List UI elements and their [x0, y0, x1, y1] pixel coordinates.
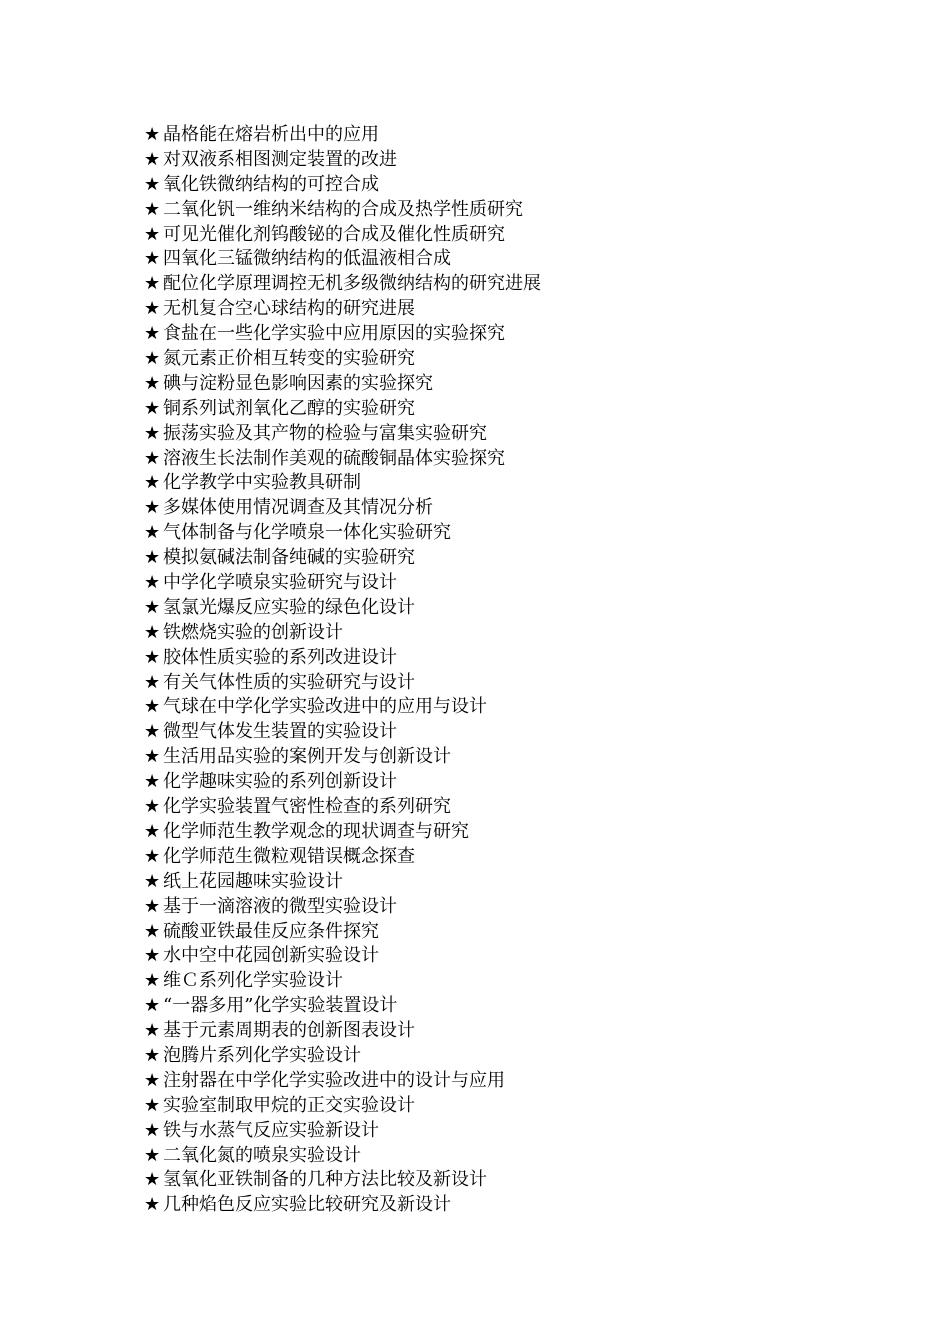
- topic-item: [144, 322, 541, 347]
- topic-item: [144, 198, 541, 223]
- topic-item: [144, 471, 541, 496]
- topic-text: 有关气体性质的实验研究与设计: [163, 671, 415, 693]
- topic-item: [144, 496, 541, 521]
- topic-text: 几种焰色反应实验比较研究及新设计: [163, 1194, 451, 1216]
- topic-text: 多媒体使用情况调查及其情况分析: [163, 497, 433, 519]
- star-bullet-icon: ★: [144, 547, 161, 569]
- topic-text: 四氧化三锰微纳结构的低温液相合成: [163, 248, 451, 270]
- star-bullet-icon: ★: [144, 845, 161, 867]
- topic-text: 基于一滴溶液的微型实验设计: [163, 895, 397, 917]
- star-bullet-icon: ★: [144, 995, 161, 1017]
- topic-text: 溶液生长法制作美观的硫酸铜晶体实验探究: [163, 447, 505, 469]
- star-bullet-icon: ★: [144, 696, 161, 718]
- topic-item: [144, 795, 541, 820]
- topic-item: [144, 695, 541, 720]
- topic-item: [144, 148, 541, 173]
- topic-text: 化学师范生微粒观错误概念探查: [163, 845, 415, 867]
- star-bullet-icon: ★: [144, 820, 161, 842]
- topic-text: 二氧化钒一维纳米结构的合成及热学性质研究: [163, 198, 523, 220]
- topic-text: 微型气体发生装置的实验设计: [163, 721, 397, 743]
- topic-text: 食盐在一些化学实验中应用原因的实验探究: [163, 323, 505, 345]
- topic-text: 硫酸亚铁最佳反应条件探究: [163, 920, 379, 942]
- star-bullet-icon: ★: [144, 970, 161, 992]
- star-bullet-icon: ★: [144, 721, 161, 743]
- topic-text: 氢氯光爆反应实验的绿色化设计: [163, 596, 415, 618]
- star-bullet-icon: ★: [144, 646, 161, 668]
- topic-text: 水中空中花园创新实验设计: [163, 945, 379, 967]
- star-bullet-icon: ★: [144, 895, 161, 917]
- topic-item: [144, 745, 541, 770]
- topic-text: 二氧化氮的喷泉实验设计: [163, 1144, 361, 1166]
- topic-text: 化学实验装置气密性检查的系列研究: [163, 796, 451, 818]
- topic-text: 维Ｃ系列化学实验设计: [163, 970, 343, 992]
- topic-text: 对双液系相图测定装置的改进: [163, 148, 397, 170]
- topic-item: [144, 1069, 541, 1094]
- topic-text: 碘与淀粉显色影响因素的实验探究: [163, 372, 433, 394]
- topic-list: [144, 123, 541, 1218]
- topic-text: 化学教学中实验教具研制: [163, 472, 361, 494]
- star-bullet-icon: ★: [144, 323, 161, 345]
- star-bullet-icon: ★: [144, 1069, 161, 1091]
- topic-item: [144, 123, 541, 148]
- topic-text: 铁燃烧实验的创新设计: [163, 621, 343, 643]
- star-bullet-icon: ★: [144, 198, 161, 220]
- topic-item: [144, 596, 541, 621]
- topic-text: 注射器在中学化学实验改进中的设计与应用: [163, 1069, 505, 1091]
- star-bullet-icon: ★: [144, 422, 161, 444]
- topic-item: [144, 1019, 541, 1044]
- topic-text: 铁与水蒸气反应实验新设计: [163, 1119, 379, 1141]
- star-bullet-icon: ★: [144, 796, 161, 818]
- star-bullet-icon: ★: [144, 572, 161, 594]
- star-bullet-icon: ★: [144, 124, 161, 145]
- topic-item: [144, 1168, 541, 1193]
- topic-text: 基于元素周期表的创新图表设计: [163, 1020, 415, 1042]
- topic-item: [144, 397, 541, 422]
- topic-text: 化学师范生教学观念的现状调查与研究: [163, 820, 469, 842]
- star-bullet-icon: ★: [144, 671, 161, 693]
- topic-item: [144, 969, 541, 994]
- topic-item: [144, 621, 541, 646]
- star-bullet-icon: ★: [144, 1094, 161, 1116]
- topic-item: [144, 1094, 541, 1119]
- star-bullet-icon: ★: [144, 248, 161, 270]
- topic-text: 氧化铁微纳结构的可控合成: [163, 173, 379, 195]
- topic-item: [144, 671, 541, 696]
- topic-item: [144, 820, 541, 845]
- topic-item: [144, 720, 541, 745]
- topic-item: [144, 272, 541, 297]
- topic-item: [144, 422, 541, 447]
- star-bullet-icon: ★: [144, 1020, 161, 1042]
- topic-item: [144, 994, 541, 1019]
- topic-text: 泡腾片系列化学实验设计: [163, 1044, 361, 1066]
- topic-text: “一器多用”化学实验装置设计: [163, 995, 398, 1017]
- star-bullet-icon: ★: [144, 1144, 161, 1166]
- topic-item: [144, 895, 541, 920]
- topic-text: 配位化学原理调控无机多级微纳结构的研究进展: [163, 273, 541, 295]
- star-bullet-icon: ★: [144, 1194, 161, 1216]
- topic-text: 气体制备与化学喷泉一体化实验研究: [163, 522, 451, 544]
- topic-text: 可见光催化剂钨酸铋的合成及催化性质研究: [163, 223, 505, 245]
- topic-item: [144, 1193, 541, 1218]
- topic-item: [144, 1044, 541, 1069]
- star-bullet-icon: ★: [144, 472, 161, 494]
- topic-item: [144, 845, 541, 870]
- topic-text: 实验室制取甲烷的正交实验设计: [163, 1094, 415, 1116]
- star-bullet-icon: ★: [144, 223, 161, 245]
- star-bullet-icon: ★: [144, 173, 161, 195]
- star-bullet-icon: ★: [144, 447, 161, 469]
- topic-item: [144, 247, 541, 272]
- topic-text: 纸上花园趣味实验设计: [163, 870, 343, 892]
- star-bullet-icon: ★: [144, 771, 161, 793]
- topic-item: [144, 920, 541, 945]
- topic-item: [144, 521, 541, 546]
- topic-text: 晶格能在熔岩析出中的应用: [163, 124, 379, 145]
- topic-item: [144, 1119, 541, 1144]
- topic-item: [144, 173, 541, 198]
- topic-item: [144, 447, 541, 472]
- topic-item: [144, 944, 541, 969]
- star-bullet-icon: ★: [144, 522, 161, 544]
- star-bullet-icon: ★: [144, 1119, 161, 1141]
- topic-text: 模拟氨碱法制备纯碱的实验研究: [163, 547, 415, 569]
- topic-text: 铜系列试剂氧化乙醇的实验研究: [163, 397, 415, 419]
- topic-item: [144, 297, 541, 322]
- topic-text: 无机复合空心球结构的研究进展: [163, 298, 415, 320]
- star-bullet-icon: ★: [144, 1169, 161, 1191]
- topic-text: 生活用品实验的案例开发与创新设计: [163, 746, 451, 768]
- star-bullet-icon: ★: [144, 298, 161, 320]
- star-bullet-icon: ★: [144, 596, 161, 618]
- star-bullet-icon: ★: [144, 148, 161, 170]
- star-bullet-icon: ★: [144, 1044, 161, 1066]
- topic-text: 化学趣味实验的系列创新设计: [163, 771, 397, 793]
- topic-item: [144, 347, 541, 372]
- topic-text: 中学化学喷泉实验研究与设计: [163, 572, 397, 594]
- star-bullet-icon: ★: [144, 621, 161, 643]
- topic-text: 氮元素正价相互转变的实验研究: [163, 348, 415, 370]
- topic-text: 气球在中学化学实验改进中的应用与设计: [163, 696, 487, 718]
- topic-item: [144, 546, 541, 571]
- topic-item: [144, 223, 541, 248]
- star-bullet-icon: ★: [144, 348, 161, 370]
- topic-item: [144, 870, 541, 895]
- star-bullet-icon: ★: [144, 397, 161, 419]
- star-bullet-icon: ★: [144, 920, 161, 942]
- star-bullet-icon: ★: [144, 273, 161, 295]
- star-bullet-icon: ★: [144, 497, 161, 519]
- topic-item: [144, 770, 541, 795]
- topic-item: [144, 646, 541, 671]
- topic-item: [144, 1144, 541, 1169]
- star-bullet-icon: ★: [144, 372, 161, 394]
- topic-item: [144, 571, 541, 596]
- topic-text: 胶体性质实验的系列改进设计: [163, 646, 397, 668]
- star-bullet-icon: ★: [144, 870, 161, 892]
- topic-text: 氢氧化亚铁制备的几种方法比较及新设计: [163, 1169, 487, 1191]
- topic-item: [144, 372, 541, 397]
- star-bullet-icon: ★: [144, 746, 161, 768]
- topic-text: 振荡实验及其产物的检验与富集实验研究: [163, 422, 487, 444]
- star-bullet-icon: ★: [144, 945, 161, 967]
